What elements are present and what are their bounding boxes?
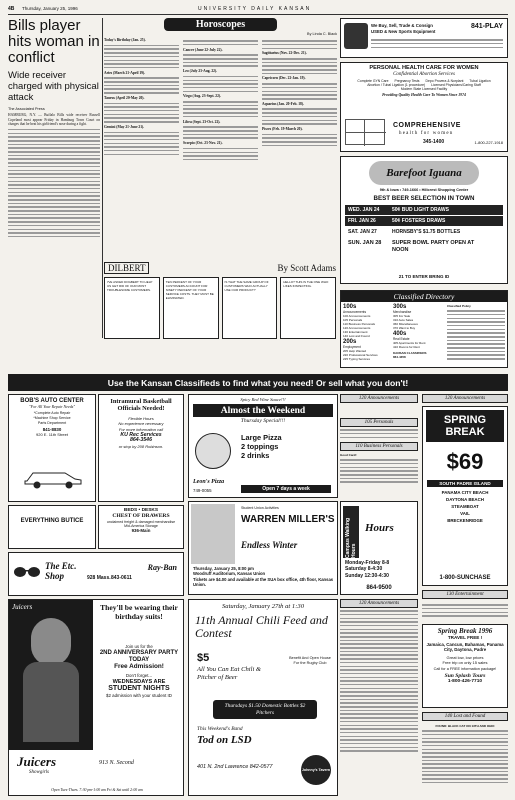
health-sub: Confidential Abortion Services <box>393 72 455 77</box>
dir-item: 120 Announcements <box>343 326 371 330</box>
masthead <box>8 6 508 14</box>
sign-heading: Gemini (May 21-June 21). <box>104 124 145 129</box>
juicers-line: Free Admission! <box>114 663 164 670</box>
health-service: Depo Provera & Norplant <box>425 79 464 83</box>
barefoot-name: Barefoot Iguana <box>386 167 462 179</box>
sb-title: SPRING BREAK <box>426 410 504 442</box>
sign-heading: Capricorn (Dec. 22-Jan. 19). <box>262 76 306 81</box>
spring-break-ad[interactable] <box>422 406 508 586</box>
health-service: Complete GYN Care <box>357 79 389 83</box>
dir-item: 110 Business Personals <box>343 322 375 326</box>
almost-weekend-ad[interactable] <box>188 394 338 498</box>
dir-group-sub: Merchandise <box>393 310 412 314</box>
bobs-phone: 841-8830 <box>42 427 62 433</box>
health-map <box>345 119 385 145</box>
chili-thursday: Thursdays $1.50 Domestic Bottles $2 Pitchers <box>213 700 317 719</box>
buysell-line1: We Buy, Sell, Trade & Consign <box>371 23 433 28</box>
page-number: 4B <box>8 6 15 12</box>
comic-title: DILBERT <box>104 262 149 274</box>
health-title: PERSONAL HEALTH CARE FOR WOMEN <box>369 65 479 71</box>
listings-header-130 <box>422 590 508 600</box>
story-subhead: Wide receiver charged with physical attack <box>8 70 99 103</box>
listing-headline: Good Card! <box>340 453 357 458</box>
ss-line: Free trip on only 15 sales <box>442 659 488 665</box>
classified-title: Classified Directory <box>341 291 507 302</box>
section-header: 110 Business Personals <box>340 442 418 451</box>
walking-hours-ad[interactable] <box>340 501 418 595</box>
chili-address: 401 N. 2nd Lawrence <box>197 764 249 770</box>
health-service: Modern State Licensed Facility <box>400 87 448 91</box>
story-byline: The Associated Press <box>8 107 45 111</box>
beds-phone: 936-Main <box>131 528 151 533</box>
intramural-title: Intramural Basketball Officials Needed! <box>110 398 172 413</box>
ss-sub: TRAVEL FREE ! <box>447 635 483 640</box>
horoscopes-box <box>104 18 337 258</box>
horoscopes-byline: By Linda C. Black <box>307 32 337 36</box>
buysell-line2: USED & New Sports Equipment <box>371 29 436 34</box>
warren-presenter: Student Union Activities <box>241 506 279 510</box>
barefoot-footer: 21 TO ENTER BRING ID <box>398 274 450 279</box>
juicers-tagline: They'll be wearing their birthday suits! <box>100 603 178 621</box>
health-phone: 345-1400 <box>423 139 445 145</box>
almost-deal: 2 drinks <box>241 451 270 460</box>
section-header: 105 Personals <box>340 418 418 427</box>
almost-deal: Large Pizza <box>241 433 282 442</box>
lead-story <box>8 18 100 338</box>
skier-image <box>191 504 235 564</box>
bobs-auto-ad[interactable] <box>8 394 96 502</box>
dilbert-strip <box>104 262 336 342</box>
sign-heading: Leo (July 23-Aug. 22). <box>183 69 218 74</box>
juicers-address: 913 N. Second <box>99 760 134 766</box>
masthead-rule <box>8 14 508 15</box>
sign-heading: Sagittarius (Nov. 22-Dec. 21). <box>262 51 307 56</box>
chili-price: $5 <box>197 652 210 664</box>
dir-group-title: 400s <box>393 331 407 337</box>
bobs-address: 920 E. 11th Street <box>36 432 68 438</box>
beds-line4: Mid-America Storage <box>124 524 158 528</box>
dir-item: 310 Auto Sales <box>393 318 414 322</box>
dir-item: 410 Rooms for Rent <box>393 345 420 349</box>
buice-text: EVERYTHING BUTICE <box>20 518 84 524</box>
dir-item: 370 Want to Buy <box>393 326 416 330</box>
lost-found-listing <box>422 724 508 796</box>
special-row: SUN. JAN 28 SUPER BOWL PARTY OPEN AT NOON <box>348 240 475 253</box>
dir-group-sub: Employment <box>343 345 361 349</box>
dir-item: 140 Lost and Found <box>343 334 370 338</box>
johnnys-logo <box>301 755 331 785</box>
health-service: Pregnancy Tests <box>394 79 420 83</box>
bobs-title: BOB'S AUTO CENTER <box>20 398 84 404</box>
juicers-line: WEDNESDAYS ARE <box>112 679 166 685</box>
barefoot-address: 9th & Iowa • 749-1666 • Hillcrest Shopping Center <box>379 188 469 192</box>
walking-line: Saturday 8-4:30 <box>345 566 383 573</box>
juicers-line: Join us for the <box>125 644 153 649</box>
walking-title: Hours <box>365 522 394 534</box>
sb-destination: BRECKENRIDGE <box>447 518 483 523</box>
health-brand: COMPREHENSIVE <box>393 122 461 129</box>
paper-name: UNIVERSITY DAILY KANSAN <box>198 6 312 12</box>
health-tagline: Providing Quality Health Care To Women Since 1974 <box>382 93 466 97</box>
etc-shop-ad[interactable] <box>8 552 184 596</box>
sb-destination: PANAMA CITY BEACH <box>441 490 489 495</box>
ss-company: Sun Splash Tours <box>444 673 486 680</box>
warren-where: Woodruff Auditorium, Kansas Union <box>193 571 266 577</box>
section-header: 120 Announcements <box>340 394 418 403</box>
health-service: Licensed Physicians/Caring Staff <box>431 83 481 87</box>
horoscope-column-2 <box>183 38 258 163</box>
beds-line1: BEDS • DESKS <box>123 508 159 513</box>
intramural-ad[interactable] <box>98 394 184 502</box>
sign-heading: Libra (Sept. 23-Oct. 22). <box>183 119 221 124</box>
ss-places: Jamaica, Cancun, Bahamas, Panama City, Daytona, Padre <box>426 642 504 653</box>
office-phone: 864-4358 <box>393 355 406 359</box>
dir-item: 220 Professional Services <box>343 353 378 357</box>
listings-header-120a <box>340 394 418 404</box>
chili-line: Pitcher of Beer <box>197 673 238 681</box>
sb-phone: 1-800-SUNCHASE <box>439 575 491 581</box>
barefoot-iguana-ad[interactable] <box>340 156 508 284</box>
play-it-again-logo <box>344 23 368 49</box>
sun-splash-ad[interactable] <box>422 624 508 708</box>
policy-title: Classified Policy <box>447 304 471 308</box>
dir-group-title: 200s <box>343 339 357 345</box>
almost-top: Spicy Red Wine Sauce!!! <box>240 397 286 402</box>
dir-item: 405 Apartments for Rent <box>393 341 426 345</box>
almost-sub: Thursday Special!!! <box>240 418 286 424</box>
classified-listings-lower <box>340 599 418 796</box>
horoscopes-title: Horoscopes <box>164 18 277 31</box>
juicers-line: $2 admission with your student ID <box>106 693 172 698</box>
juicers-line: Don't forget... <box>125 673 153 678</box>
story-lead: HAMBURG, N.Y. — Buffalo Bills wide receiver Russell Copeland most appear Friday in Hamburg Town Court on charges that he beat his girlfriend's nose during a fight. <box>8 113 100 127</box>
sign-heading: Aquarius (Jan. 20-Feb. 18). <box>262 101 304 106</box>
dir-item: 205 Help Wanted <box>343 349 367 353</box>
comic-panel: TEN PERCENT OF YOUR CUSTOMERS ACCOUNT FOR NINETY PERCENT OF YOUR SERVICE COSTS. THEY MUST BE ELIMINATED. <box>163 277 219 339</box>
classifieds-banner <box>8 374 508 391</box>
comic-byline: By Scott Adams <box>277 263 336 273</box>
sb-price: $69 <box>446 449 484 474</box>
warren-tickets: Tickets are $4.00 and available at the SUA box office, 4th floor, Kansas Union. <box>193 576 334 588</box>
horoscope-column-3 <box>262 38 337 163</box>
almost-brand: Leon's Pizza <box>193 479 225 485</box>
sports-equipment-ad[interactable] <box>340 18 508 58</box>
chili-title: 11th Annual Chili Feed and Contest <box>195 613 328 640</box>
juicers-line: 2ND ANNIVERSARY PARTY TODAY <box>99 650 179 663</box>
sb-destination: STEAMBOAT <box>451 504 479 509</box>
classified-listings <box>340 394 418 498</box>
chili-band: Tod on LSD <box>197 734 252 746</box>
health-brand-sub: health for women <box>399 131 454 136</box>
intramural-line: For more information call <box>118 427 164 432</box>
warren-when: Thursday, January 25, 8:00 pm <box>193 566 254 571</box>
sunglasses-icon <box>13 565 41 584</box>
ss-title: Spring Break 1996 <box>437 627 493 635</box>
chili-phone: 842-0577 <box>249 764 273 770</box>
health-service: Tubal Ligation <box>469 79 491 83</box>
buice-ad[interactable] <box>8 505 96 549</box>
walking-name: Campus Walking Hours <box>345 517 357 558</box>
sb-city: SOUTH PADRE ISLAND <box>427 480 503 487</box>
dir-item: 360 Miscellaneous <box>393 322 418 326</box>
sign-heading: Today's Birthday (Jan. 25). <box>104 38 146 42</box>
sign-heading: Virgo (Aug. 23-Sept. 22). <box>183 94 221 99</box>
sign-heading: Aries (March 21-April 19). <box>104 70 146 75</box>
health-tollfree: 1-800-227-1918 <box>474 140 503 145</box>
office-name: KANSAN CLASSIFIEDS <box>393 351 427 355</box>
barefoot-headline: BEST BEER SELECTION IN TOWN <box>373 195 475 202</box>
beds-line2: CHEST OF DRAWERS <box>112 513 170 519</box>
etc-brand: Ray-Ban <box>147 563 177 572</box>
juicers-ad[interactable] <box>8 599 184 796</box>
juicers-line: STUDENT NIGHTS <box>108 685 170 692</box>
section-header: 120 Announcements <box>422 394 508 403</box>
beds-line3: unclaimed freight & damaged merchandise <box>106 520 176 524</box>
almost-phone: 749-0055 <box>193 488 212 493</box>
section-header: 120 Announcements <box>340 599 418 608</box>
banner-text: Use the Kansan Classifieds to find what you need! Or sell what you don't! <box>107 377 409 388</box>
juicers-sub: Showgirls <box>29 770 50 775</box>
sb-destination: DAYTONA BEACH <box>446 497 484 502</box>
dir-group-title: 100s <box>343 304 357 310</box>
lost-found-headline: FOUND: BLACK CAT ON 13TH AND OHIO <box>435 724 495 728</box>
warren-name: WARREN MILLER'S <box>241 514 335 525</box>
dir-item: 130 Entertainment <box>343 330 368 334</box>
juicers-logo: Juicers <box>17 754 56 769</box>
special-row: FRI. JAN 26 50¢ FOSTERS DRAWS <box>345 216 503 226</box>
walking-line: Sunday 12:30-4:30 <box>345 572 389 579</box>
bobs-sub: "For All Your Repair Needs" <box>28 404 76 409</box>
sign-heading: Taurus (April 20-May 20). <box>104 95 145 100</box>
ss-phone: 1-800-426-7710 <box>447 679 483 685</box>
sb-destination: VAIL <box>460 511 470 516</box>
health-service: Abortion / Tubal Ligation (1 procedure) <box>367 83 426 87</box>
etc-name: The Etc. Shop <box>45 561 77 581</box>
story-body-text <box>8 129 100 237</box>
comic-panel: HELLO? THIS IS THE ONE WHO LIKES INSPECTING. <box>280 277 336 339</box>
etc-address: 928 Mass. <box>87 575 111 581</box>
etc-phone: 843-0611 <box>111 575 132 581</box>
dir-group-sub: Announcements <box>343 310 367 314</box>
chili-feed-ad[interactable] <box>188 599 338 796</box>
intramural-line: 864-3546 <box>130 437 152 444</box>
beds-desks-ad[interactable] <box>98 505 184 549</box>
almost-deal: 2 toppings <box>241 442 279 451</box>
column-rule <box>102 18 103 338</box>
car-icon <box>23 467 83 489</box>
classified-directory <box>340 290 508 368</box>
dir-group-title: 300s <box>393 304 407 310</box>
almost-title: Almost the Weekend <box>193 404 333 417</box>
ss-call: Call for a FREE information package! <box>433 666 497 671</box>
walking-line: Monday-Friday 8-8 <box>345 560 390 566</box>
comic-panel: I'VE ASKED DOGBERT TO HELP US GET RID OF OUR MOST TROUBLESOME CUSTOMERS. <box>104 277 160 339</box>
sign-heading: Scorpio (Oct. 23-Nov. 21). <box>183 141 223 146</box>
dir-item: 105 Personals <box>343 318 363 322</box>
ss-line: Great low, low prices <box>446 654 484 660</box>
dir-item: 225 Typing Services <box>343 357 370 361</box>
intramural-line: or stop by 208 Robinson. <box>118 443 164 449</box>
womens-health-ad[interactable] <box>340 62 508 152</box>
warren-film: Endless Winter <box>241 540 298 550</box>
barefoot-logo <box>369 161 479 185</box>
dir-group-sub: Real Estate <box>393 337 410 341</box>
walking-logo <box>343 506 359 558</box>
walking-phone: 864-9500 <box>366 585 392 591</box>
comic-panel: IS THAT THE SAME GROUP OF CUSTOMERS WHO ACTUALLY USE OUR PRODUCT? <box>222 277 278 339</box>
intramural-line: No experience necessary <box>118 421 164 427</box>
special-row: SAT. JAN 27 HORNSBY'S $1.75 BOTTLES <box>348 229 461 235</box>
listings-header-140 <box>422 712 508 722</box>
juicers-brand-top: Juicers <box>12 603 33 611</box>
special-row: WED. JAN 24 50¢ BUD LIGHT DRAWS <box>345 205 503 215</box>
buysell-phone: 841-PLAY <box>470 23 503 30</box>
horoscope-column-1 <box>104 38 179 163</box>
pizza-icon <box>195 433 231 469</box>
juicers-hours: Open Tues-Thurs. 7:30 pm-1:00 am Fri & Sat until 2:00 am <box>51 788 143 792</box>
bobs-service: *Machine Shop Service <box>33 415 71 420</box>
listings-header-120-right <box>422 394 508 404</box>
intramural-line: Flexible Hours <box>128 415 154 421</box>
intramural-line: KU Rec Services <box>120 431 162 438</box>
chili-weekend: This Weekend's Band <box>197 726 243 732</box>
section-header: 130 Entertainment <box>422 590 508 599</box>
story-headline: Bills player hits woman in conflict <box>8 18 100 66</box>
juicers-photo <box>9 600 93 750</box>
bobs-service: Parts Department <box>37 420 67 425</box>
entertainment-listing <box>422 602 508 622</box>
almost-hours: Open 7 days a week <box>241 485 331 493</box>
bobs-service: *Complete Auto Repair <box>33 411 71 415</box>
sign-heading: Cancer (June 22-July 22). <box>183 47 223 52</box>
section-header: 140 Lost and Found <box>422 712 508 721</box>
warren-miller-ad[interactable] <box>188 501 338 595</box>
sign-heading: Pisces (Feb. 19-March 20). <box>262 126 303 131</box>
chili-note: Benefit And Open House For the Rugby Club <box>289 656 331 665</box>
dir-item: 305 For Sale <box>393 314 411 318</box>
issue-date: Thursday, January 25, 1996 <box>22 6 78 11</box>
chili-line: All You Can Eat Chili & <box>197 666 262 673</box>
dir-item: 100 Announcements <box>343 314 371 318</box>
chili-bar: Johnny's Tavern <box>301 767 331 772</box>
chili-header: Saturday, January 27th at 1:30 <box>222 603 304 610</box>
